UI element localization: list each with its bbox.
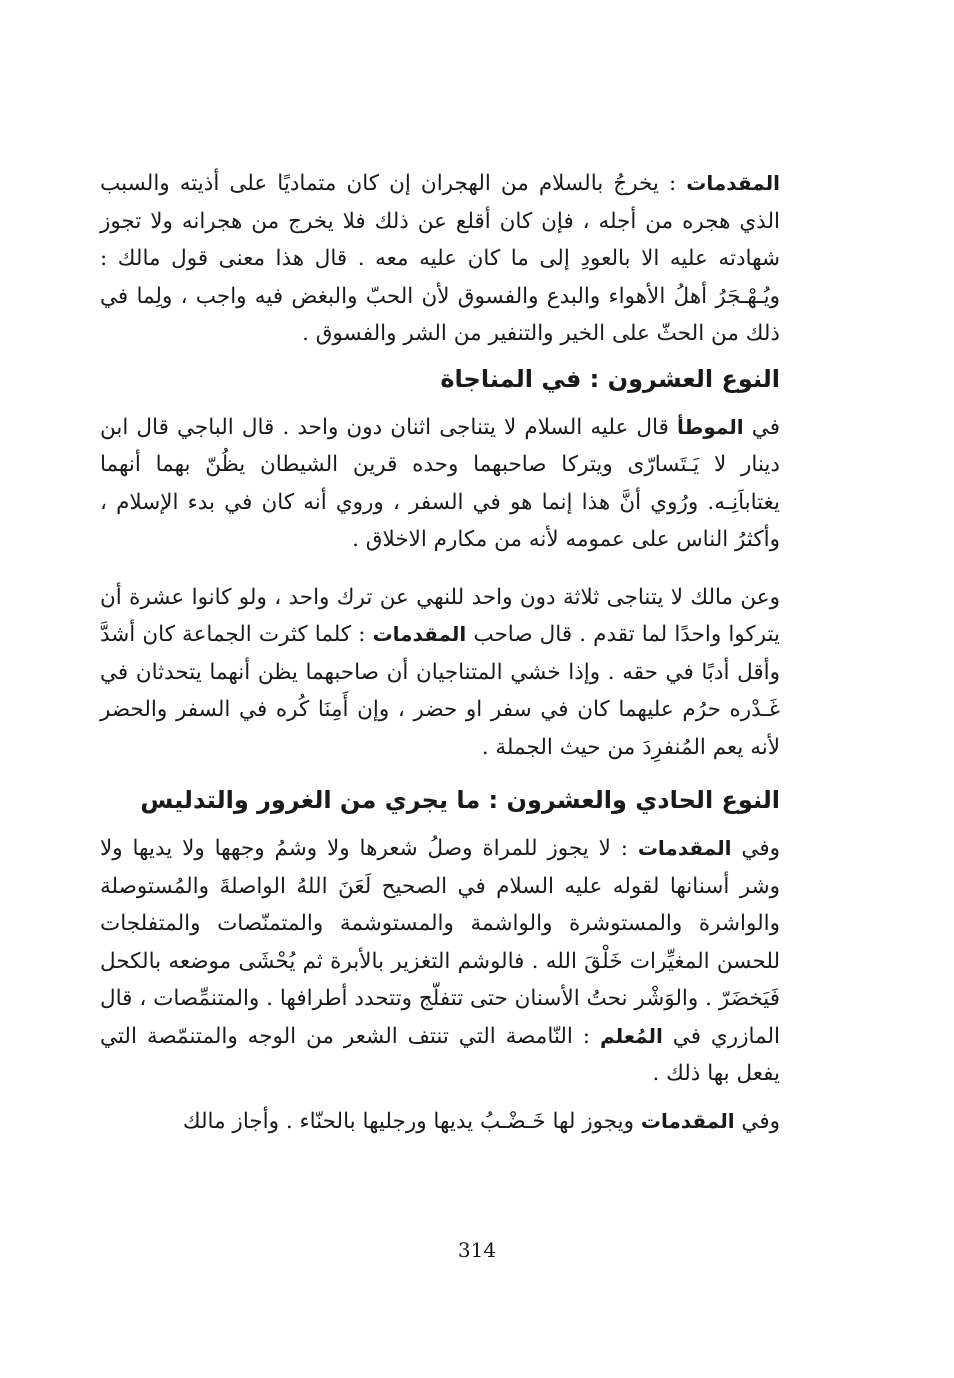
paragraph-text: : النّامصة التي تنتف الشعر من الوجه والمتنمّصة التي يفعل بها ذلك . [100,1023,780,1086]
paragraph-prefix: وفي [731,836,780,861]
source-term: المقدمات [372,622,467,646]
source-term: المُعلم [599,1023,663,1048]
section-heading: النوع الحادي والعشرون : ما يجري من الغرور والتدليس [140,786,780,814]
page-body [100,165,780,1140]
paragraph-text: قال عليه السلام لا يتناجى اثنان دون واحد . قال الباجي قال ابن دينار لا يَـتَسارّى ويتركا صاحبهما وحده قرين الشيطان يظُنّ بهما أنهما يغتاباَنِـه. ورُوي أنَّ هذا إنما هو في السفر ، وروي أنه كان في بدء الإسلام ، وأكثرُ الناس على عمومه لأنه من مكارم الاخلاق . [100,414,780,552]
paragraph [100,579,780,767]
paragraph-text: وعن مالك لا يتناجى ثلاثة دون واحد للنهي عن ترك واحد ، ولو كانوا عشرة أن يتركوا واحدًا لما تقدم . قال صاحب [100,584,780,647]
paragraph-text: : كلما كثرت الجماعة كان أشدَّ وأقل أدبًا في حقه . وإذا خشي المتناجيان أن صاحبهما يظن أنهما يتحدثان في غَـدْره حرُم عليهما كان في سفر او حضر ، وإن أَمِنَا كُره في السفر والحضر لأنه يعم المُنفرِدَ من حيث الجملة . [100,622,780,760]
source-term: المقدمات [640,1108,735,1133]
source-term: المقدمات [686,171,780,195]
paragraph [100,830,780,1093]
paragraph-text: : يخرجُ بالسلام من الهجران إن كان متماديًا على أذيته والسبب الذي هجره من أجله ، فإن كان أقلع عن ذلك فلا يخرج من هجرانه ولا تجوز شهادته عليه الا بالعودِ إلى ما كان عليه معه . قال هذا معنى قول مالك : ويُـهْـجَرُ أهلُ الأهواء والبدع والفسوق لأن الحبّ والبغض فيه واجب ، ولِما في ذلك من الحثّ على الخير والتنفير من الشر والفسوق . [100,171,780,346]
paragraph-text: ويجوز لها خَـضْـبُ يديها ورجليها بالحنّاء . وأجاز مالك [182,1108,641,1134]
paragraph-prefix: وفي [734,1108,780,1134]
paragraph [100,1103,780,1141]
source-term: الموطأ [677,414,744,439]
section-heading: النوع العشرون : في المناجاة [440,364,780,393]
source-term: المقدمات [637,836,732,860]
page-number: 314 [457,1238,497,1262]
paragraph [100,165,780,353]
paragraph-text: : لا يجوز للمراة وصلُ شعرها ولا وشمُ وجهها ولا يديها ولا وشر أسنانها لقوله عليه السلام في الصحيح لَعَنَ اللهُ الواصلةَ والمُستوصلة والواشرة والمستوشرة والواشمة والمستوشمة والمتمنّصات والمتفلجات للحسن المغيِّرات خَلْقَ الله . فالوشم التغزير بالأبرة ثم يُحْشَى موضعه بالكحل فَيَخضَرّ . والوَشْر نحتُ الأسنان حتى تتفلّج وتتحدد أطرافها . والمتنمِّصات ، قال المازري في [100,836,781,1049]
paragraph [100,409,780,559]
paragraph-prefix: في [743,414,780,440]
